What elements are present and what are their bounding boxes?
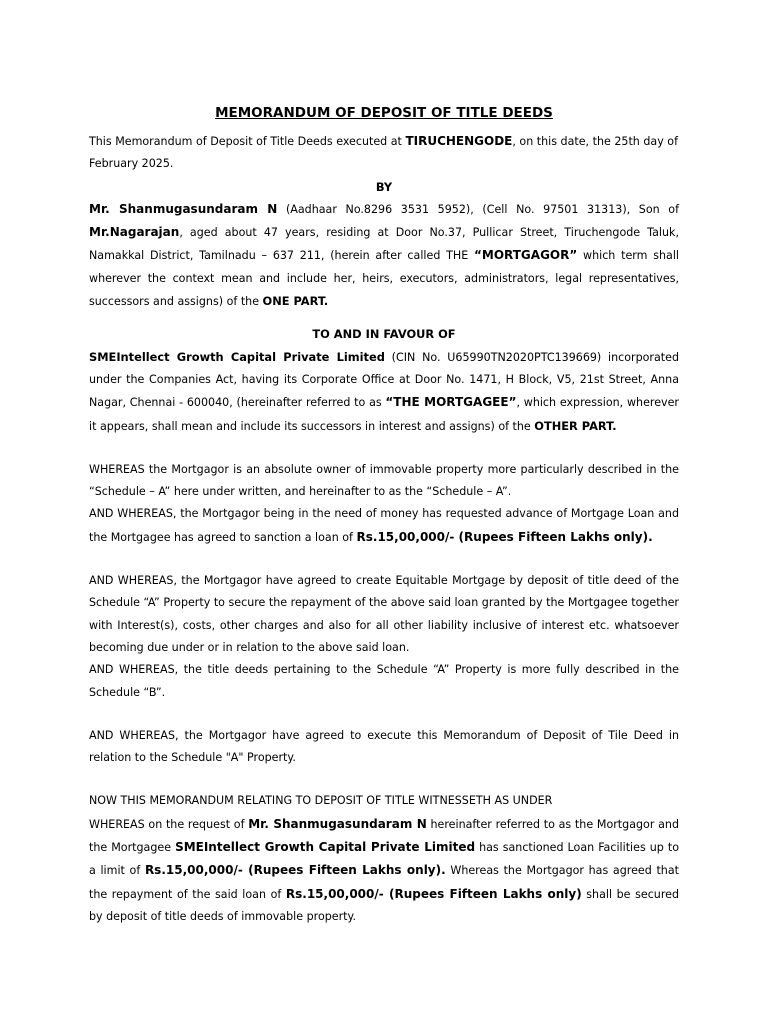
- mortgagee-text-1: (CIN No. U65990TN2020PTC139669) incorporated under the Companies Act, having its Corporate Office at Door No. 1471, H Block, V5, 21st Street, Anna Nagar, Chennai - 600040, (hereinafter referred to as: [89, 350, 680, 410]
- final-text-3: has sanctioned Loan Facilities up to a limit of: [89, 841, 679, 878]
- mortgagor-label: “MORTGAGOR”: [474, 248, 578, 263]
- loan-amount: Rs.15,00,000/- (Rupees Fifteen Lakhs only).: [356, 529, 653, 544]
- final-loan-amount: Rs.15,00,000/- (Rupees Fifteen Lakhs only): [285, 886, 582, 901]
- whereas-loan-text: AND WHEREAS, the Mortgagor being in the need of money has requested advance of Mortgage Loan and the Mortgagee has agreed to sanction a loan of: [89, 507, 679, 544]
- final-text-4: Whereas the Mortgagor has agreed that the repayment of the said loan of: [89, 864, 679, 901]
- whereas-execute-memorandum-paragraph: AND WHEREAS, the Mortgagor have agreed to execute this Memorandum of Deposit of Tile Deed in relation to the Schedule "A" Property.: [89, 728, 679, 765]
- spacer: [89, 769, 679, 790]
- mortgagee-name: SMEIntellect Growth Capital Private Limited: [89, 349, 385, 364]
- whereas-loan-request-paragraph: [89, 503, 679, 549]
- spacer: [89, 704, 679, 725]
- mortgagee-part: OTHER PART.: [534, 418, 617, 433]
- mortgagor-father-name: Mr.Nagarajan: [89, 225, 180, 240]
- intro-date-text: , on this date, the 25th day of February 2025.: [89, 135, 678, 171]
- by-heading: BY: [375, 179, 393, 194]
- mortgagor-text-3: which term shall wherever the context mean and include her, heirs, executors, administrators, legal representatives, successors and assigns) of the: [89, 249, 679, 309]
- spacer: [89, 313, 679, 323]
- document-title: MEMORANDUM OF DEPOSIT OF TITLE DEEDS: [215, 105, 553, 121]
- intro-paragraph: [89, 130, 679, 176]
- spacer: [89, 549, 679, 570]
- mortgagee-paragraph: [89, 346, 679, 438]
- intro-text: This Memorandum of Deposit of Title Deeds executed at: [89, 135, 406, 148]
- mortgagor-part: ONE PART.: [262, 294, 329, 309]
- execution-place: TIRUCHENGODE: [405, 134, 513, 148]
- mortgagor-text-2: , aged about 47 years, residing at Door No.37, Pullicar Street, Tiruchengode Taluk, Namakkal District, Tamilnadu – 637 211, (herein after called THE: [89, 226, 679, 263]
- final-mortgagee-name: SMEIntellect Growth Capital Private Limited: [175, 840, 476, 855]
- mortgagee-label: “THE MORTGAGEE”: [385, 395, 517, 410]
- final-text-2: hereinafter referred to as the Mortgagor and the Mortgagee: [89, 817, 679, 855]
- favour-heading: TO AND IN FAVOUR OF: [312, 327, 456, 342]
- final-whereas-paragraph: [89, 813, 679, 928]
- final-text-1: WHEREAS on the request of: [89, 817, 249, 831]
- mortgagor-text-1: (Aadhaar No.8296 3531 5952), (Cell No. 97501 31313), Son of: [277, 202, 679, 216]
- whereas-equitable-mortgage-paragraph: AND WHEREAS, the Mortgagor have agreed to create Equitable Mortgage by deposit of title deed of the Schedule “A” Property to secure the repayment of the above said loan granted by the Mortgagee together with Interest(s), costs, other charges and also for all other liability inclusive of interest etc. whatsoever becoming due under or in relation to the above said loan.: [89, 574, 679, 654]
- final-text-5: shall be secured by deposit of title deeds of immovable property.: [89, 887, 680, 923]
- final-mortgagor-name: Mr. Shanmugasundaram N: [248, 816, 427, 831]
- spacer: [89, 438, 679, 459]
- whereas-owner-paragraph: WHEREAS the Mortgagor is an absolute owner of immovable property more particularly described in the “Schedule – A” here under written, and hereinafter to as the “Schedule – A”.: [89, 462, 679, 499]
- final-loan-limit: Rs.15,00,000/- (Rupees Fifteen Lakhs only).: [144, 863, 446, 878]
- mortgagee-text-2: , which expression, wherever it appears, shall mean and include its successors in interest and assigns) of the: [89, 396, 679, 433]
- mortgagor-paragraph: [89, 198, 679, 313]
- witness-heading: NOW THIS MEMORANDUM RELATING TO DEPOSIT OF TITLE WITNESSETH AS UNDER: [89, 794, 553, 808]
- whereas-title-deeds-paragraph: AND WHEREAS, the title deeds pertaining to the Schedule “A” Property is more fully described in the Schedule “B”.: [89, 663, 679, 699]
- mortgagor-name: Mr. Shanmugasundaram N: [89, 201, 278, 216]
